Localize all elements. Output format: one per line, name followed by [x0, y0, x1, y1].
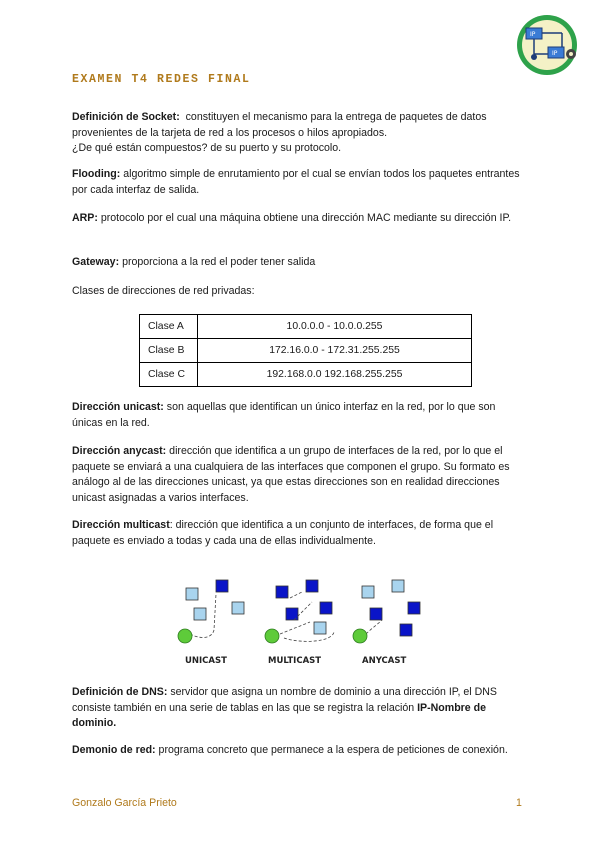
- logo-ip-top: IP: [530, 31, 536, 38]
- table-row: [140, 339, 472, 363]
- multicast-term: Dirección multicast: [72, 519, 170, 531]
- daemon-text: programa concreto que permanece a la espera de peticiones de conexión.: [158, 744, 508, 756]
- table-row: [140, 315, 472, 339]
- dns-term: Definición de DNS:: [72, 686, 168, 698]
- socket-text: constituyen el mecanismo para la entrega de paquetes de datos provenientes de la tarjeta de red a los procesos o hilos apropiados.: [72, 111, 487, 139]
- flooding-term: Flooding:: [72, 168, 121, 180]
- flooding-text: algoritmo simple de enrutamiento por el cual se envían todos los paquetes entrantes por cada interfaz de salida.: [72, 168, 520, 196]
- arp-text: protocolo por el cual una máquina obtiene una dirección MAC mediante su dirección IP.: [100, 212, 512, 224]
- gateway-text: proporciona a la red el poder tener salida: [122, 256, 316, 268]
- unicast-group: [178, 580, 244, 643]
- gateway-definition: [72, 255, 528, 271]
- network-logo-icon: [516, 14, 578, 76]
- classes-intro: Clases de direcciones de red privadas:: [72, 285, 255, 297]
- multicast-group: [265, 580, 334, 643]
- class-name: Clase B: [140, 339, 198, 363]
- class-name: Clase C: [140, 363, 198, 387]
- anycast-definition: [72, 444, 528, 506]
- private-address-classes-table: [139, 314, 472, 387]
- flooding-definition: [72, 167, 528, 198]
- arp-definition: [72, 211, 528, 227]
- socket-definition: [72, 110, 528, 157]
- socket-question: ¿De qué están compuestos? de su puerto y su protocolo.: [72, 142, 342, 154]
- class-range: 192.168.0.0 192.168.255.255: [198, 363, 472, 387]
- anycast-term: Dirección anycast:: [72, 445, 167, 457]
- class-range: 10.0.0.0 - 10.0.0.255: [198, 315, 472, 339]
- class-name: Clase A: [140, 315, 198, 339]
- daemon-definition: [72, 743, 528, 759]
- table-row: [140, 363, 472, 387]
- daemon-term: Demonio de red:: [72, 744, 156, 756]
- multicast-label: MULTICAST: [268, 656, 322, 666]
- footer-page-number: 1: [516, 797, 522, 809]
- multicast-definition: [72, 518, 528, 549]
- gateway-term: Gateway:: [72, 256, 120, 268]
- dns-text: servidor que asigna un nombre de dominio a una dirección IP, el DNS consiste también en una serie de tablas en las que se registra la relación: [72, 686, 497, 714]
- footer-author: Gonzalo García Prieto: [72, 797, 177, 809]
- logo-ip-bottom: IP: [552, 50, 558, 57]
- unicast-text: son aquellas que identifican un único interfaz en la red, por lo que son únicas en la red.: [72, 401, 496, 429]
- unicast-label: UNICAST: [185, 656, 227, 666]
- arp-term: ARP:: [72, 212, 98, 224]
- socket-term: Definición de Socket:: [72, 111, 180, 123]
- page-title: EXAMEN T4 REDES FINAL: [72, 73, 251, 86]
- dns-bold-tail: IP-Nombre de dominio.: [72, 701, 486, 729]
- class-range: 172.16.0.0 - 172.31.255.255: [198, 339, 472, 363]
- unicast-term: Dirección unicast:: [72, 401, 164, 413]
- multicast-text: : dirección que identifica a un conjunto de interfaces, de forma que el paquete es enviado a todas y cada una de ellas individualmente.: [72, 519, 494, 547]
- anycast-group: [353, 580, 420, 643]
- cast-types-diagram: [172, 572, 442, 668]
- anycast-label: ANYCAST: [362, 656, 407, 666]
- anycast-text: dirección que identifica a un grupo de interfaces de la red, por lo que el paquete se enviará a una cualquiera de las interfaces que componen el grupo. Su formato es análogo al de las direcciones unicast, ya que estas direcciones son en realidad direcciones unicast asignadas a varios interfaces.: [72, 445, 510, 504]
- dns-definition: [72, 685, 528, 732]
- unicast-definition: [72, 400, 528, 431]
